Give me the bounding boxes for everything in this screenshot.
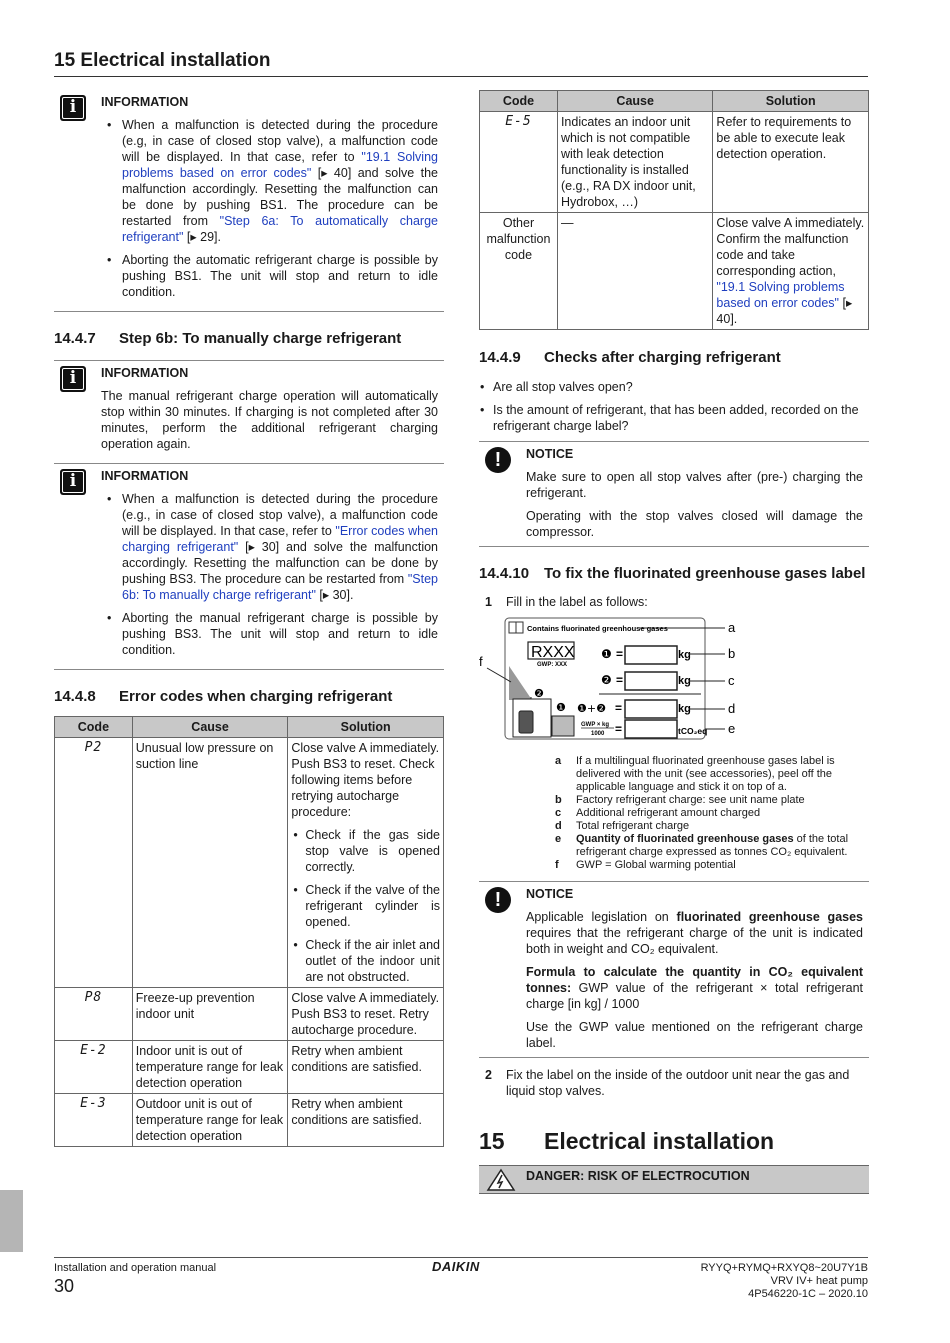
solution-check-item: • Check if the gas side stop valve is opened correctly. xyxy=(291,827,440,875)
solution-check-item: • Check if the valve of the refrigerant cylinder is opened. xyxy=(291,882,440,930)
section-heading-14-4-7: 14.4.7 Step 6b: To manually charge refrigerant xyxy=(54,330,402,347)
step-2: 2 Fix the label on the inside of the outdoor unit near the gas and liquid stop valves. xyxy=(485,1068,850,1098)
svg-text:❷: ❷ xyxy=(601,673,612,687)
chapter-heading-15: 15 Electrical installation xyxy=(479,1128,775,1154)
error-solution: Retry when ambient conditions are satisfied. xyxy=(288,1094,444,1147)
information-bullet: • Aborting the automatic refrigerant charge is possible by pushing BS1. The unit will stop and return to idle condition. xyxy=(101,252,438,300)
callout-e: e xyxy=(728,721,736,736)
chapter-side-tab xyxy=(0,1190,23,1252)
label-model-text: RXXX xyxy=(531,644,575,661)
list-item: • Is the amount of refrigerant, that has been added, recorded on the refrigerant charge label? xyxy=(479,402,869,434)
checks-list xyxy=(479,379,869,434)
information-box-manual-charge xyxy=(54,360,444,464)
notice-icon: ! xyxy=(485,447,511,473)
callout-b: b xyxy=(728,646,736,661)
notice-text: Make sure to open all stop valves after (pre-) charging the refrigerant. xyxy=(526,470,863,500)
error-cause: — xyxy=(557,213,712,330)
information-box-autocharge xyxy=(54,90,444,312)
section-heading-14-4-8: 14.4.8 Error codes when charging refrigerant xyxy=(54,688,393,705)
label-legend xyxy=(555,755,869,872)
electrocution-warning-icon xyxy=(486,1168,516,1192)
error-solution: Close valve A immediately. Confirm the malfunction code and take corresponding action, "19.1 Solving problems based on error codes" [▸ 40]. xyxy=(713,213,869,330)
table-row xyxy=(55,1041,444,1094)
information-title: INFORMATION xyxy=(101,95,189,109)
svg-text:GWP × kg: GWP × kg xyxy=(581,722,610,728)
total-charge-field xyxy=(625,700,677,718)
section-heading-14-4-10: 14.4.10 To fix the fluorinated greenhouse gases label xyxy=(479,565,866,582)
error-code: E-3 xyxy=(55,1094,133,1147)
error-code-other: Other malfunction code xyxy=(480,213,558,330)
co2-equivalent-field xyxy=(625,720,677,738)
notice-text: Use the GWP value mentioned on the refrigerant charge label. xyxy=(526,1020,863,1050)
table-header-row xyxy=(55,717,444,738)
right-column xyxy=(479,90,869,1194)
link-step-6a[interactable]: "Step 6a: To automatically charge refrigerant" xyxy=(122,214,438,244)
page-footer xyxy=(54,1257,868,1300)
legend-item: f GWP = Global warming potential xyxy=(555,859,736,871)
information-icon: i xyxy=(60,469,86,495)
label-header-text: Contains fluorinated greenhouse gases xyxy=(527,624,668,633)
error-code: P2 xyxy=(55,738,133,988)
error-codes-table xyxy=(54,716,444,1147)
error-cause: Unusual low pressure on suction line xyxy=(132,738,288,988)
error-cause: Freeze-up prevention indoor unit xyxy=(132,988,288,1041)
table-header-row xyxy=(480,91,869,112)
footer-model-info: RYYQ+RYMQ+RXYQ8~20U7Y1B VRV IV+ heat pump 4P546220-1C – 2020.10 xyxy=(700,1262,868,1300)
legend-item: d Total refrigerant charge xyxy=(555,820,690,832)
error-solution: Refer to requirements to be able to execute leak detection operation. xyxy=(713,112,869,213)
notice-box-stop-valves xyxy=(479,441,869,547)
svg-text:❷: ❷ xyxy=(534,687,544,700)
callout-a: a xyxy=(728,620,736,635)
daikin-logo: DAIKIN xyxy=(432,1259,480,1274)
svg-text:=: = xyxy=(616,673,624,687)
notice-title: NOTICE xyxy=(526,887,574,901)
column-header-code: Code xyxy=(55,717,133,738)
information-icon: i xyxy=(60,366,86,392)
legend-item: e Quantity of fluorinated greenhouse gases of the total refrigerant charge expressed as tonnes CO₂ equivalent. xyxy=(555,833,849,858)
additional-charge-field xyxy=(625,672,677,690)
link-solving-problems[interactable]: "19.1 Solving problems based on error codes" xyxy=(122,150,438,180)
svg-text:tCO₂eq: tCO₂eq xyxy=(678,726,708,736)
error-solution: Close valve A immediately. Push BS3 to reset. Check following items before retrying autocharge procedure: • Check if the gas side stop valve is opened correctly. • Check if the valve of the refrigerant cylinder is opened. • Check if the air inlet and outlet of the indoor unit are not obstructed. xyxy=(288,738,444,988)
svg-text:❶+❷: ❶+❷ xyxy=(577,702,606,715)
error-cause: Indoor unit is out of temperature range for leak detection operation xyxy=(132,1041,288,1094)
svg-text:kg: kg xyxy=(678,649,691,661)
section-heading-14-4-9: 14.4.9 Checks after charging refrigerant xyxy=(479,349,781,366)
link-error-codes[interactable]: "Error codes when charging refrigerant" xyxy=(122,524,438,554)
page-number: 30 xyxy=(54,1276,75,1296)
legend-item: a If a multilingual fluorinated greenhouse gases label is delivered with the unit (see accessories), peel off the applicable language and stick it on top of a. xyxy=(555,755,835,793)
notice-formula: Formula to calculate the quantity in CO₂ equivalent tonnes: GWP value of the refrigerant × total refrigerant charge [in kg] / 1000 xyxy=(526,965,863,1011)
svg-text:=: = xyxy=(615,722,623,736)
error-code: P8 xyxy=(55,988,133,1041)
factory-charge-field xyxy=(625,646,677,664)
column-header-cause: Cause xyxy=(132,717,288,738)
svg-text:1000: 1000 xyxy=(591,731,605,737)
error-solution: Close valve A immediately. Push BS3 to reset. Retry autocharge procedure. xyxy=(288,988,444,1041)
fluorinated-gases-label-illustration xyxy=(479,616,869,751)
error-code: E-5 xyxy=(480,112,558,213)
notice-text: Applicable legislation on fluorinated greenhouse gases requires that the refrigerant charge of the unit is indicated both in weight and CO₂ equivalent. xyxy=(526,910,863,956)
column-header-cause: Cause xyxy=(557,91,712,112)
error-cause: Outdoor unit is out of temperature range for leak detection operation xyxy=(132,1094,288,1147)
callout-d: d xyxy=(728,701,736,716)
step-1: 1 Fill in the label as follows: xyxy=(485,595,648,609)
svg-text:kg: kg xyxy=(678,675,691,687)
error-cause: Indicates an indoor unit which is not compatible with leak detection functionality is installed (e.g., RA DX indoor unit, Hydrobox, …) xyxy=(557,112,712,213)
link-solving-problems[interactable]: "19.1 Solving problems based on error codes" xyxy=(716,280,845,310)
callout-c: c xyxy=(728,673,735,688)
legend-item: b Factory refrigerant charge: see unit name plate xyxy=(555,794,805,806)
notice-text: Operating with the stop valves closed will damage the compressor. xyxy=(526,509,863,539)
table-row xyxy=(55,1094,444,1147)
list-item: • Are all stop valves open? xyxy=(479,379,869,395)
error-codes-table-continued xyxy=(479,90,869,330)
left-column xyxy=(54,90,444,1147)
danger-banner xyxy=(479,1165,869,1194)
table-row xyxy=(480,213,869,330)
information-bullet: • When a malfunction is detected during the procedure (e.g, in case of closed stop valve), a malfunction code will be displayed. In that case, refer to "19.1 Solving problems based on error codes" [▸ 40] and solve the malfunction accordingly. Resetting the malfunction can be done by pushing BS1. The procedure can be restarted from "Step 6a: To automatically charge refrigerant" [▸ 29]. xyxy=(101,117,438,245)
legend-item: c Additional refrigerant amount charged xyxy=(555,807,761,819)
svg-text:❶: ❶ xyxy=(601,647,612,661)
information-bullet: • When a malfunction is detected during the procedure (e.g., in case of closed stop valve), a malfunction code will be displayed. In that case, refer to "Error codes when charging refrigerant" [▸ 30] and solve the malfunction accordingly. Resetting the malfunction can be done by pushing BS3. The procedure can be restarted from "Step 6b: To manually charge refrigerant" [▸ 30]. xyxy=(101,491,438,603)
information-title: INFORMATION xyxy=(101,469,189,483)
callout-f: f xyxy=(479,654,483,669)
table-row xyxy=(480,112,869,213)
solution-check-item: • Check if the air inlet and outlet of the indoor unit are not obstructed. xyxy=(291,937,440,985)
notice-icon: ! xyxy=(485,887,511,913)
page-title: 15 Electrical installation xyxy=(54,50,271,71)
table-row xyxy=(55,738,444,988)
information-icon: i xyxy=(60,95,86,121)
information-title: INFORMATION xyxy=(101,366,189,380)
svg-text:=: = xyxy=(616,647,624,661)
error-solution: Retry when ambient conditions are satisfied. xyxy=(288,1041,444,1094)
refrigerant-cylinder-icon xyxy=(519,711,533,733)
svg-text:kg: kg xyxy=(678,703,691,715)
notice-box-legislation xyxy=(479,881,869,1058)
column-header-solution: Solution xyxy=(713,91,869,112)
link-step-6b[interactable]: "Step 6b: To manually charge refrigerant" xyxy=(122,572,438,602)
table-row xyxy=(55,988,444,1041)
svg-text:❶: ❶ xyxy=(556,701,566,714)
notice-title: NOTICE xyxy=(526,447,574,461)
error-code: E-2 xyxy=(55,1041,133,1094)
information-text: The manual refrigerant charge operation will automatically stop within 30 minutes. If charging is not completed after 30 minutes, perform the additional refrigerant charging operation again. xyxy=(101,389,438,451)
information-bullet: • Aborting the manual refrigerant charge is possible by pushing BS3. The unit will stop and return to idle condition. xyxy=(101,610,438,658)
danger-title: DANGER: RISK OF ELECTROCUTION xyxy=(526,1169,750,1183)
page-header xyxy=(54,50,868,77)
information-box-manual-malfunction xyxy=(54,464,444,670)
footer-manual-name: Installation and operation manual xyxy=(54,1262,217,1274)
label-gwp-text: GWP: XXX xyxy=(537,662,568,668)
column-header-solution: Solution xyxy=(288,717,444,738)
column-header-code: Code xyxy=(480,91,558,112)
svg-text:=: = xyxy=(615,701,623,715)
unit-drawing xyxy=(552,716,574,736)
